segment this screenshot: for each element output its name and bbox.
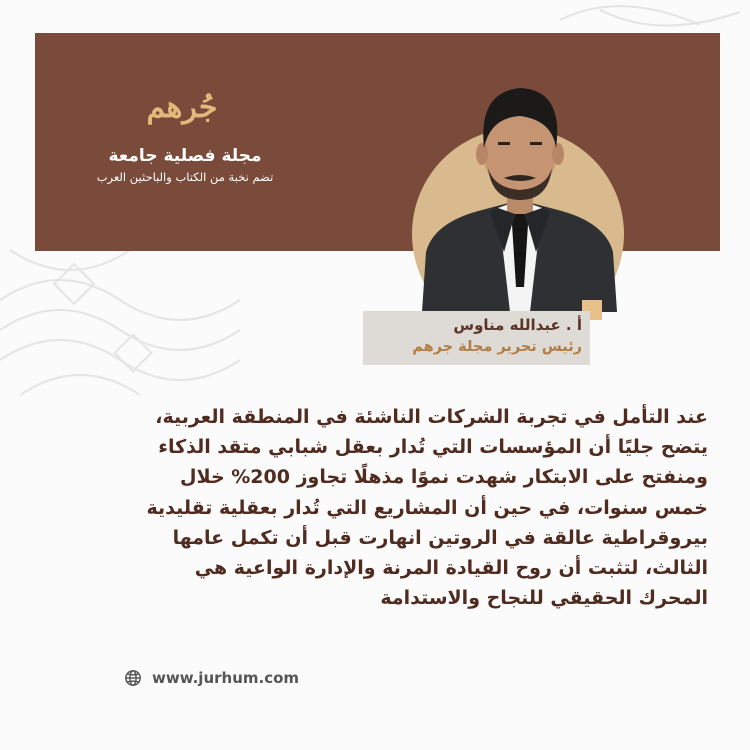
quote-line: الثالث، لتثبت أن روح القيادة المرنة والإدارة الواعية هي [194, 557, 708, 580]
quote-line: المحرك الحقيقي للنجاح والاستدامة [380, 587, 708, 610]
magazine-type: مجلة فصلية جامعة [108, 146, 262, 166]
author-role: رئيس تحرير مجلة جرهم [412, 339, 582, 355]
website-url[interactable]: www.jurhum.com [152, 669, 300, 687]
website-link[interactable] [124, 668, 299, 688]
quote-line: ومنفتح على الابتكار شهدت نموًا مذهلًا تجاوز 200% خلال [180, 466, 708, 489]
quote-line: بيروقراطية عالقة في الروتين انهارت قبل أن تكمل عامها [172, 526, 708, 549]
author-portrait [412, 72, 627, 312]
quote-line: يتضح جليًا أن المؤسسات التي تُدار بعقل شبابي متقد الذكاء [158, 436, 708, 459]
brand-logo: جُرهم [146, 90, 218, 125]
quote-text [100, 402, 708, 613]
quote-line: عند التأمل في تجربة الشركات الناشئة في المنطقة العربية، [155, 406, 708, 428]
author-name: أ . عبدالله مناوس [453, 316, 582, 334]
magazine-description: تضم نخبة من الكتاب والباحثين العرب [96, 170, 274, 184]
quote-line: خمس سنوات، في حين أن المشاريع التي تُدار بعقلية تقليدية [146, 496, 708, 519]
globe-icon [124, 669, 142, 687]
